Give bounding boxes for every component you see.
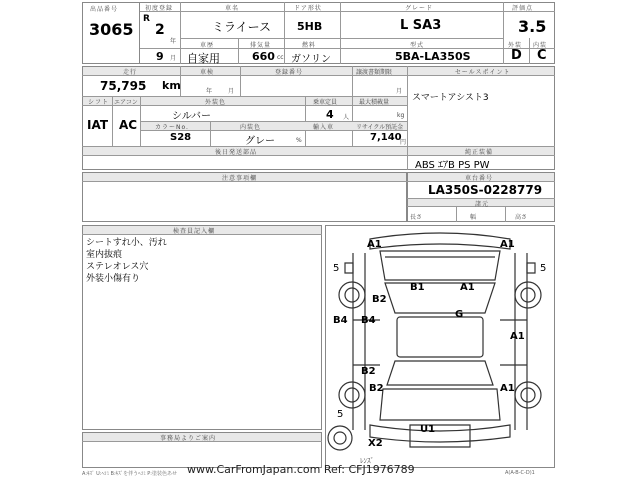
displacement-unit: cc — [277, 54, 284, 61]
month-value: 9 — [156, 50, 164, 63]
damage-label: B1 — [410, 282, 425, 293]
footer-right: A(A-B-C-D)1 — [505, 470, 535, 476]
interior-color-label: 内装色 — [240, 124, 262, 131]
model-name: ミライース — [212, 20, 272, 34]
inspection-month-unit: 月 — [228, 88, 235, 95]
damage-label: A1 — [500, 383, 515, 394]
damage-label: X2 — [368, 438, 383, 449]
chassis-label: 車台番号 — [465, 175, 494, 182]
divider — [503, 2, 504, 64]
month-unit: 月 — [170, 55, 177, 62]
shift-value: IAT — [87, 118, 109, 132]
recycle-value: 7,140 — [370, 132, 402, 143]
aircon-label: エアコン — [114, 99, 138, 106]
first-reg-label: 初度登録 — [145, 5, 174, 12]
inspector-line: シートすれ小、汚れ — [86, 238, 167, 248]
damage-label: A1 — [367, 239, 382, 250]
divider — [140, 11, 555, 12]
color-no-value: S28 — [170, 132, 192, 143]
divider — [529, 38, 530, 64]
year-value: 2 — [155, 22, 165, 38]
length-label: 長さ — [410, 214, 423, 221]
year-unit: 年 — [170, 38, 177, 45]
recycle-label: リサイクル預託金 — [356, 124, 404, 131]
capacity-label: 乗車定員 — [313, 99, 338, 106]
model-name-label: 車名 — [225, 5, 240, 12]
mileage-label: 走行 — [123, 69, 138, 76]
car-diagram — [325, 225, 555, 468]
damage-label: A1 — [460, 282, 475, 293]
damage-label: U1 — [420, 424, 436, 435]
grade-value: L SA3 — [400, 18, 442, 33]
capacity-value: 4 — [326, 108, 334, 121]
mileage-value: 75,795 — [100, 79, 147, 93]
damage-label: B4 — [333, 315, 348, 326]
load-unit: kg — [397, 112, 405, 119]
use-value: 自家用 — [187, 52, 220, 65]
divider — [112, 96, 113, 146]
interior-color-value: グレー — [245, 136, 275, 147]
fuel-label: 燃料 — [302, 42, 317, 49]
divider — [352, 66, 353, 96]
inspector-line: 室内抜痕 — [86, 250, 123, 260]
equipment-label: 純正装備 — [465, 149, 494, 156]
type-value: 5BA-LA350S — [395, 50, 471, 63]
damage-label: G — [455, 309, 464, 320]
recycle-unit: 円 — [400, 139, 407, 146]
damage-label: B4 — [361, 315, 376, 326]
rear-parts-label: 後日発送部品 — [215, 149, 258, 156]
divider — [284, 38, 503, 39]
grade-label: グレード — [405, 5, 434, 12]
inspection-year-unit: 年 — [206, 88, 213, 95]
inspection-label: 車検 — [200, 69, 215, 76]
chassis-value: LA350S-0228779 — [428, 183, 543, 197]
transfer-label: 譲渡書類期限 — [356, 69, 393, 76]
transfer-month-unit: 月 — [396, 88, 403, 95]
mileage-unit: km — [162, 79, 181, 92]
displacement-value: 660 — [252, 50, 275, 63]
divider — [210, 121, 211, 146]
capacity-unit: 人 — [343, 114, 350, 121]
exterior-label: 外装 — [508, 42, 523, 49]
interior-label: 内装 — [533, 42, 548, 49]
score-value: 3.5 — [518, 17, 547, 36]
divider — [238, 38, 239, 64]
footer-left: A:ｷｽﾞ U:ﾍｺﾐ B:ｷｽﾞを伴うﾍｺﾐ P:塗装色あせ — [82, 471, 177, 477]
exterior-value: D — [511, 48, 522, 63]
era: R — [143, 14, 150, 24]
score-label: 評価点 — [512, 5, 534, 12]
fuel-value: ガソリン — [291, 54, 331, 65]
damage-label: 5 — [540, 263, 547, 274]
divider — [505, 206, 506, 222]
dims-label: 諸元 — [475, 201, 490, 208]
interior-value: C — [537, 48, 547, 63]
divider — [340, 2, 341, 64]
percent: % — [296, 137, 302, 144]
height-label: 高さ — [515, 214, 528, 221]
damage-label: 5 — [337, 409, 344, 420]
inspector-line: 外装小傷有り — [86, 274, 141, 284]
divider — [456, 206, 457, 222]
color-no-label: カラーNo. — [155, 124, 189, 131]
diagram-bottom-label: ﾚﾝｽﾞ — [360, 457, 374, 465]
damage-label: B2 — [372, 294, 387, 305]
divider — [240, 66, 241, 96]
lot-number: 3065 — [89, 20, 134, 39]
damage-label: B2 — [369, 383, 384, 394]
equipment-value: ABS ｴｱB PS PW — [415, 160, 490, 171]
width-label: 幅 — [470, 214, 477, 221]
door-label: ドア形状 — [294, 5, 322, 12]
damage-label: A1 — [510, 331, 525, 342]
damage-label: B2 — [361, 366, 376, 377]
regno-label: 登録番号 — [275, 69, 304, 76]
shift-label: シフト — [88, 99, 110, 106]
divider — [284, 2, 285, 64]
type-label: 型式 — [410, 42, 425, 49]
door-value: 5HB — [297, 20, 323, 33]
damage-label: A1 — [500, 239, 515, 250]
inspector-label: 検査員記入欄 — [173, 228, 216, 235]
color-label: 外装色 — [205, 99, 227, 106]
selling-point: スマートアシスト3 — [412, 93, 489, 103]
load-label: 最大積載量 — [359, 99, 390, 106]
lot-label: 出品番号 — [90, 6, 119, 13]
office-label: 事務局よりご案内 — [160, 435, 217, 442]
import-label: 輸入車 — [313, 124, 335, 131]
damage-label: 5 — [333, 263, 340, 274]
watermark: www.CarFromJapan.com Ref: CFJ1976789 — [187, 463, 415, 476]
notes-label: 注意事項欄 — [222, 175, 258, 182]
use-label: 車歴 — [200, 42, 215, 49]
inspector-line: ステレオレス穴 — [86, 262, 149, 272]
displacement-label: 排気量 — [250, 42, 272, 49]
aircon-value: AC — [119, 118, 138, 132]
selling-label: セールスポイント — [455, 69, 511, 76]
color-value: シルバー — [172, 111, 212, 122]
divider — [180, 38, 284, 39]
